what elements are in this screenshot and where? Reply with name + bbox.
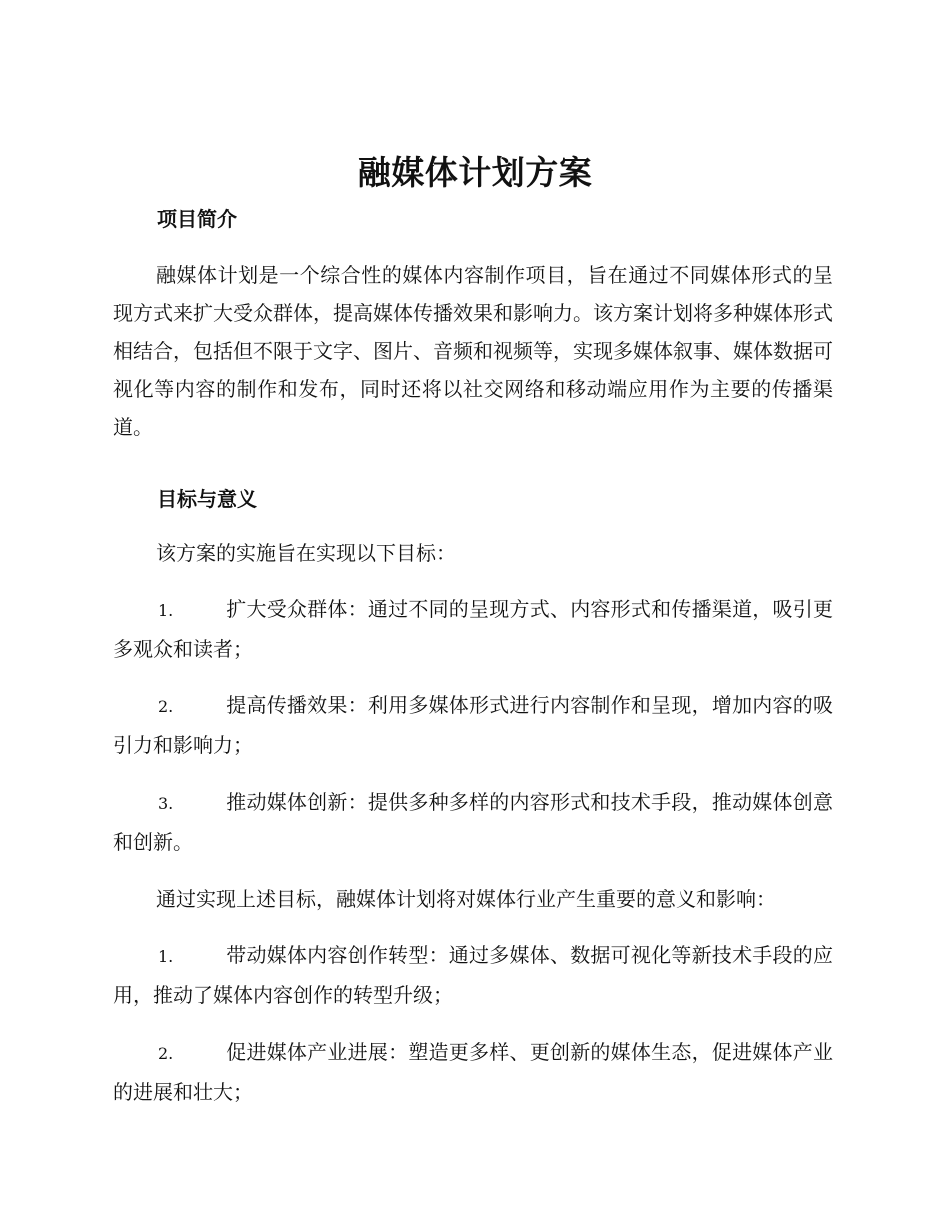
list-number: 2. xyxy=(158,1044,174,1063)
list-item-text: 推动媒体创新：提供多种多样的内容形式和技术手段，推动媒体创意和创新。 xyxy=(113,790,833,854)
list-item-text: 扩大受众群体：通过不同的呈现方式、内容形式和传播渠道，吸引更多观众和读者； xyxy=(113,597,833,661)
significance-lead-paragraph: 通过实现上述目标，融媒体计划将对媒体行业产生重要的意义和影响： xyxy=(156,887,776,911)
section-heading-intro: 项目简介 xyxy=(157,207,237,231)
section-heading-goals: 目标与意义 xyxy=(157,487,257,511)
list-number: 1. xyxy=(158,601,174,620)
list-item-text: 提高传播效果：利用多媒体形式进行内容制作和呈现，增加内容的吸引力和影响力； xyxy=(113,693,833,757)
list-item-text: 带动媒体内容创作转型：通过多媒体、数据可视化等新技术手段的应用，推动了媒体内容创作的转型升级； xyxy=(113,943,833,1007)
list-item-text: 促进媒体产业进展：塑造更多样、更创新的媒体生态，促进媒体产业的进展和壮大； xyxy=(113,1040,833,1104)
significance-list-item xyxy=(113,936,833,1014)
goal-list-item xyxy=(113,686,833,764)
list-number: 2. xyxy=(158,697,174,716)
goals-lead-paragraph: 该方案的实施旨在实现以下目标： xyxy=(156,541,456,565)
significance-list-item xyxy=(113,1033,833,1111)
goal-list-item xyxy=(113,590,833,668)
goal-list-item xyxy=(113,783,833,861)
document-title: 融媒体计划方案 xyxy=(357,153,593,192)
list-number: 3. xyxy=(158,794,174,813)
list-number: 1. xyxy=(158,947,174,966)
intro-paragraph: 融媒体计划是一个综合性的媒体内容制作项目，旨在通过不同媒体形式的呈现方式来扩大受众群体，提高媒体传播效果和影响力。该方案计划将多种媒体形式相结合，包括但不限于文字、图片、音频和视频等，实现多媒体叙事、媒体数据可视化等内容的制作和发布，同时还将以社交网络和移动端应用作为主要的传播渠道。 xyxy=(113,263,833,439)
